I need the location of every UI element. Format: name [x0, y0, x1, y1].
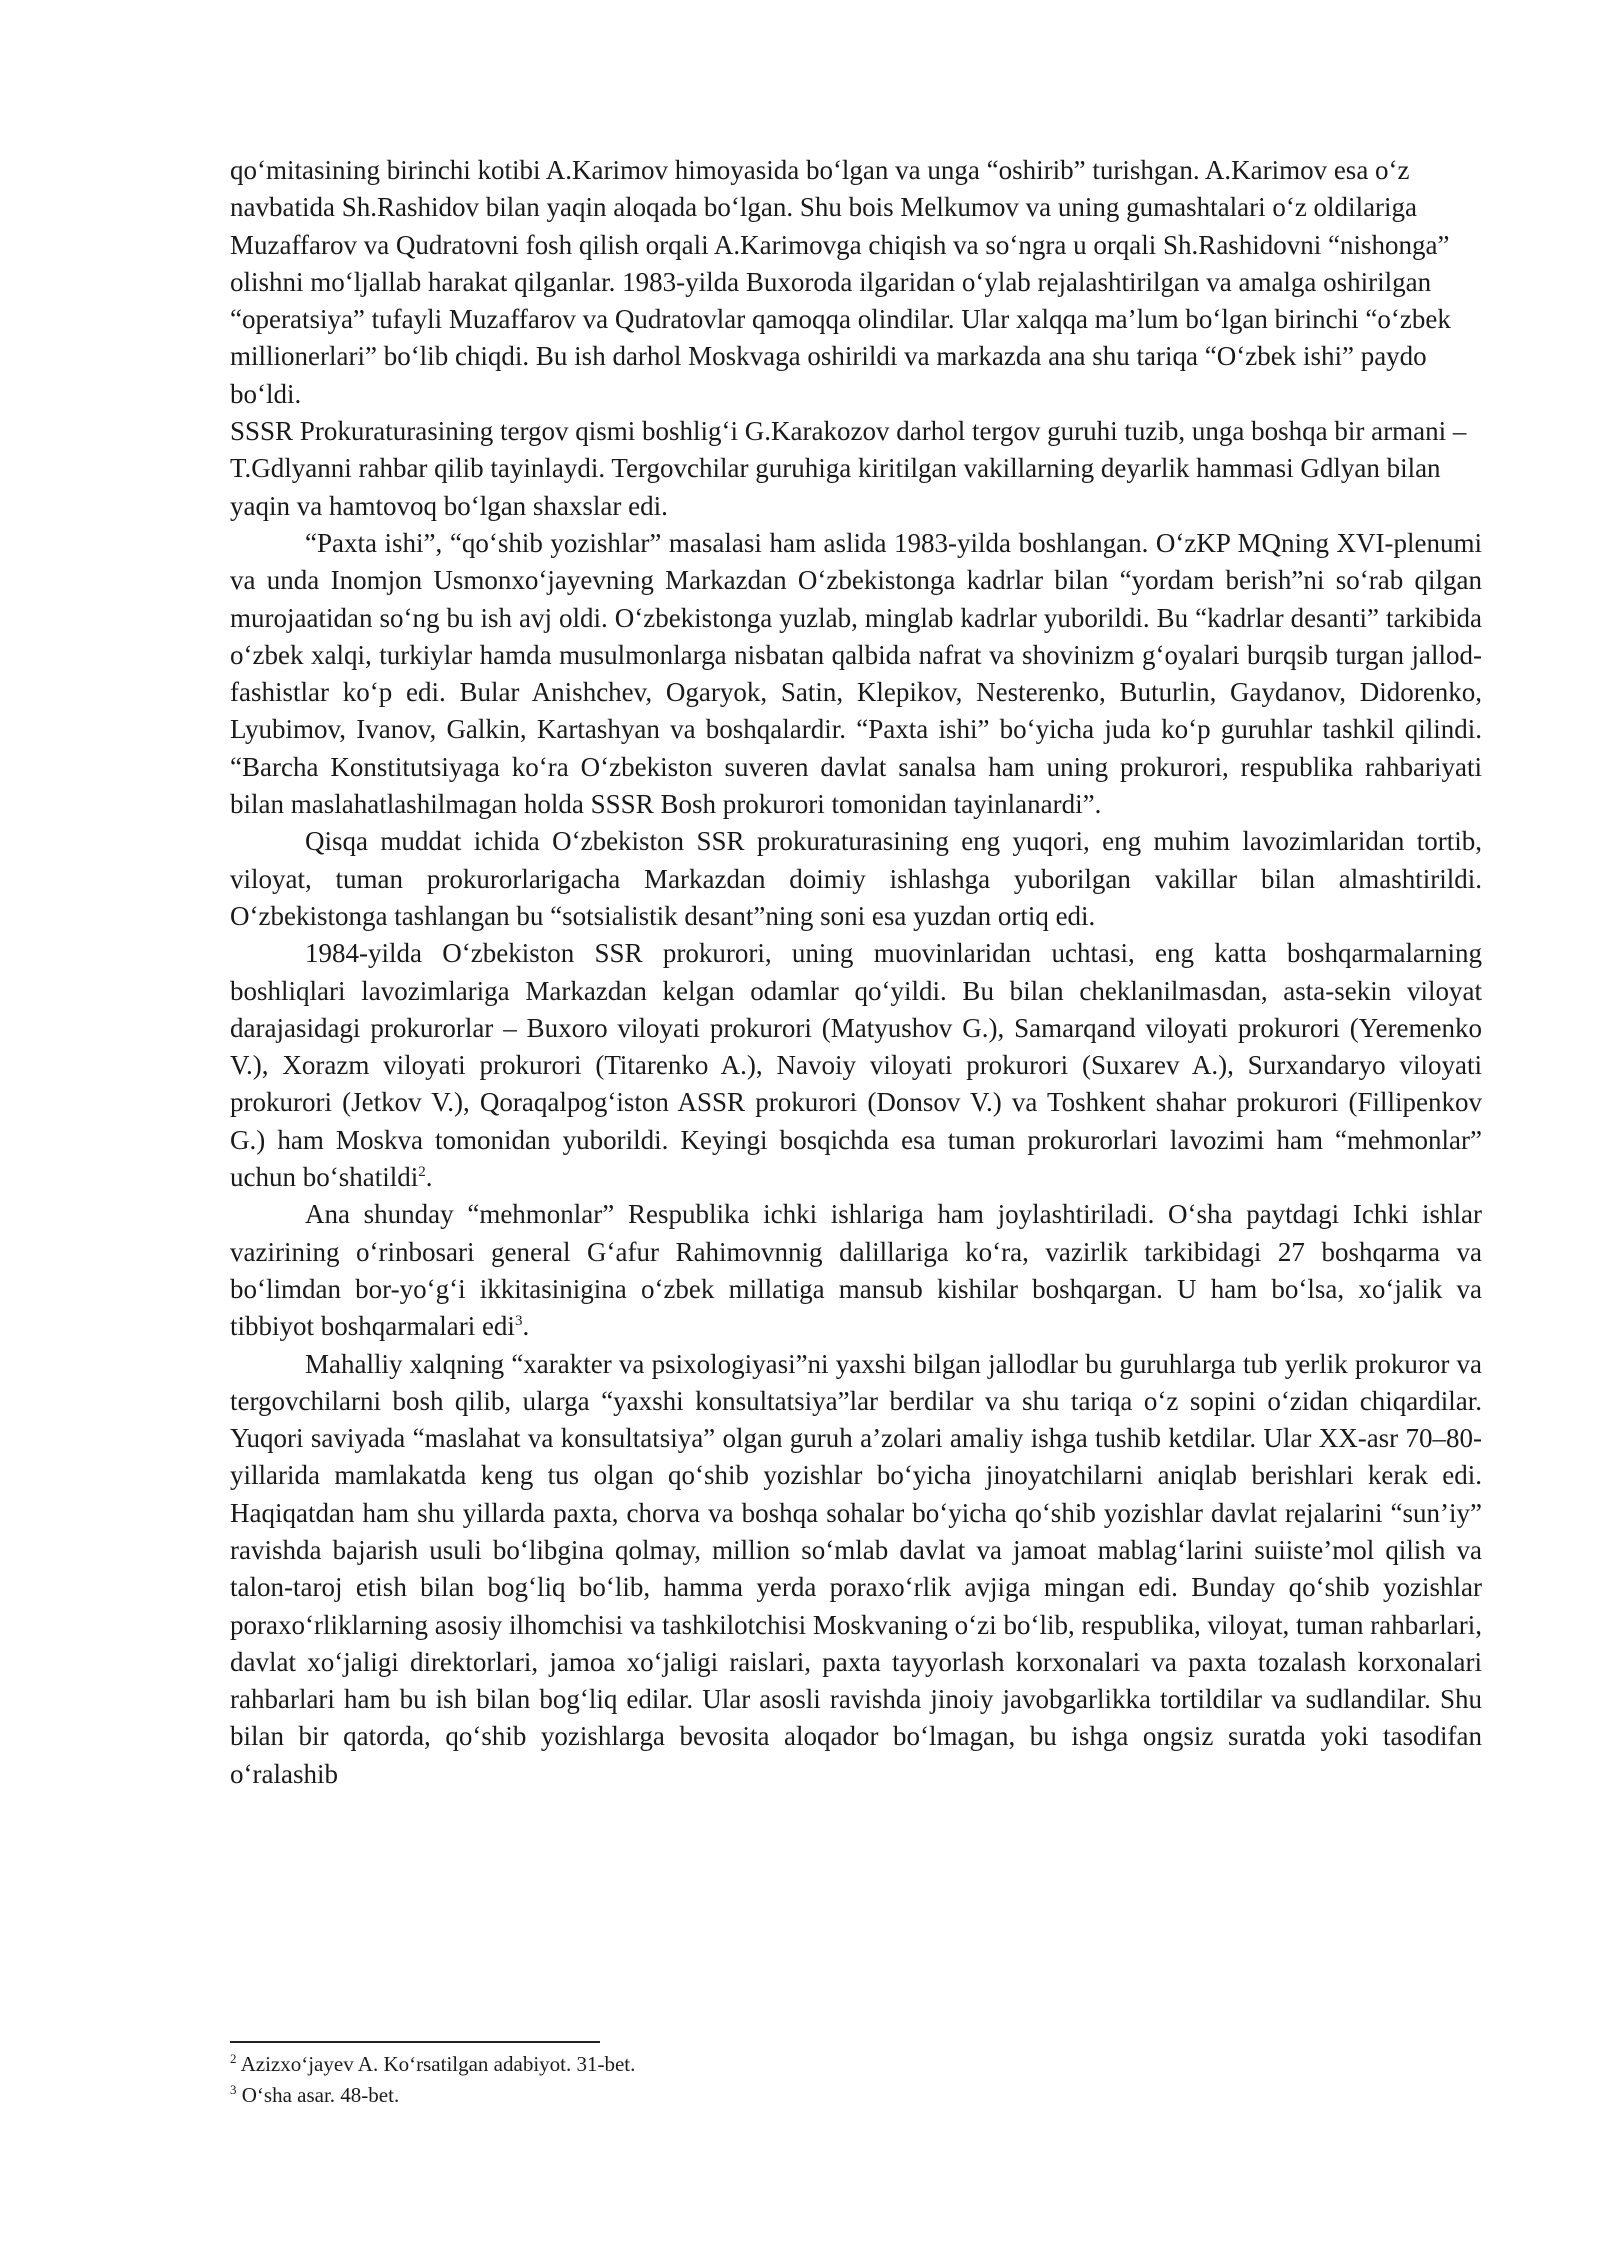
paragraph-6-text: Ana shunday “mehmonlar” Respublika ichki ishlariga ham joylashtiriladi. O‘sha paytdagi Ichki ishlar vazirining o‘rinbosari general G‘afur Rahimovnnig dalillariga ko‘ra, vazirlik tarkibidagi 27 boshqarma va bo‘limdan bor-yo‘g‘i ikkitasinigina o‘zbek millatiga mansub kishilar boshqargan. U ham bo‘lsa, xo‘jalik va tibbiyot boshqarmalari edi — [230, 1199, 1482, 1342]
footnote-divider — [230, 2041, 600, 2043]
paragraph-7: Mahalliy xalqning “xarakter va psixologiyasi”ni yaxshi bilgan jallodlar bu guruhlarga tub yerlik prokuror va tergovchilarni bosh qilib, ularga “yaxshi konsultatsiya”lar berdilar va shu tariqa o‘z sopini o‘zidan chiqardilar. Yuqori saviyada “maslahat va konsultatsiya” olgan guruh a’zolari amaliy ishga tushib ketdilar. Ular XX-asr 70–80-yillarida mamlakatda keng tus olgan qo‘shib yozishlar bo‘yicha jinoyatchilarni aniqlab berishlari kerak edi. Haqiqatdan ham shu yillarda paxta, chorva va boshqa sohalar bo‘yicha qo‘shib yozishlar davlat rejalarini “sun’iy” ravishda bajarish usuli bo‘libgina qolmay, million so‘mlab davlat va jamoat mablag‘larini suiiste’mol qilish va talon-taroj etish bilan bog‘liq bo‘lib, hamma yerda poraxo‘rlik avjiga mingan edi. Bunday qo‘shib yozishlar poraxo‘rliklarning asosiy ilhomchisi va tashkilotchisi Moskvaning o‘zi bo‘lib, respublika, viloyat, tuman rahbarlari, davlat xo‘jaligi direktorlari, jamoa xo‘jaligi raislari, paxta tayyorlash korxonalari va paxta tozalash korxonalari rahbarlari ham bu ish bilan bog‘liq edilar. Ular asosli ravishda jinoiy javobgarlikka tortildilar va sudlandilar. Shu bilan bir qatorda, qo‘shib yozishlarga bevosita aloqador bo‘lmagan, bu ishga ongsiz suratda yoki tasodifan o‘ralashib — [230, 1348, 1482, 1789]
paragraph-3: “Paxta ishi”, “qo‘shib yozishlar” masalasi ham aslida 1983-yilda boshlangan. O‘zKP MQning XVI-plenumi va unda Inomjon Usmonxo‘jayevning Markazdan O‘zbekistonga kadrlar bilan “yordam berish”ni so‘rab qilgan murojaatidan so‘ng bu ish avj oldi. O‘zbekistonga yuzlab, minglab kadrlar yuborildi. Bu “kadrlar desanti” tarkibida o‘zbek xalqi, turkiylar hamda musulmonlarga nisbatan qalbida nafrat va shovinizm g‘oyalari burqsib turgan jallod-fashistlar ko‘p edi. Bular Anishchev, Ogaryok, Satin, Klepikov, Nesterenko, Buturlin, Gaydanov, Didorenko, Lyubimov, Ivanov, Galkin, Kartashyan va boshqalardir. “Paxta ishi” bo‘yicha juda ko‘p guruhlar tashkil qilindi. “Barcha Konstitutsiyaga ko‘ra O‘zbekiston suveren davlat sanalsa ham uning prokurori, respublika rahbariyati bilan maslahatlashilmagan holda SSSR Bosh prokurori tomonidan tayinlanardi”. — [230, 527, 1482, 820]
paragraph-6: Ana shunday “mehmonlar” Respublika ichki ishlariga ham joylashtiriladi. O‘sha paytdagi Ichki ishlar vazirining o‘rinbosari general G‘afur Rahimovnnig dalillariga ko‘ra, vazirlik tarkibidagi 27 boshqarma va bo‘limdan bor-yo‘g‘i ikkitasinigina o‘zbek millatiga mansub kishilar boshqargan. U ham bo‘lsa, xo‘jalik va tibbiyot boshqarmalari edi$^3$. — [230, 1199, 1482, 1342]
paragraph-5-text: 1984-yilda O‘zbekiston SSR prokurori, uning muovinlaridan uchtasi, eng katta boshqarmalarning boshliqlari lavozimlariga Markazdan kelgan odamlar qo‘yildi. Bu bilan cheklanilmasdan, asta-sekin viloyat darajasidagi prokurorlar – Buxoro viloyati prokurori (Matyushov G.), Samarqand viloyati prokurori (Yeremenko V.), Xorazm viloyati prokurori (Titarenko A.), Navoiy viloyati prokurori (Suxarev A.), Surxandaryo viloyati prokurori (Jetkov V.), Qoraqalpog‘iston ASSR prokurori (Donsov V.) va Toshkent shahar prokurori (Fillipenkov G.) ham Moskva tomonidan yuborildi. Keyingi bosqichda esa tuman prokurorlari lavozimi ham “mehmonlar” uchun bo‘shatildi — [230, 938, 1482, 1193]
footnote-mark-2: 2 — [230, 2051, 237, 2066]
footnote-ref-3[interactable]: 3 — [514, 1313, 523, 1330]
footnote-3-text: O‘sha asar. 48-bet. — [236, 2083, 400, 2107]
footnote-3 — [230, 2080, 1230, 2111]
document-page — [230, 152, 1482, 1793]
footnotes — [230, 2049, 1230, 2111]
paragraph-1: qo‘mitasining birinchi kotibi A.Karimov himoyasida bo‘lgan va unga “oshirib” turishgan. A.Karimov esa o‘z navbatida Sh.Rashidov bilan yaqin aloqada bo‘lgan. Shu bois Melkumov va uning gumashtalari o‘z oldilariga Muzaffarov va Qudratovni fosh qilish orqali A.Karimovga chiqish va so‘ngra u orqali Sh.Rashidovni “nishonga” olishni mo‘ljallab harakat qilganlar. 1983-yilda Buxoroda ilgaridan o‘ylab rejalashtirilgan va amalga oshirilgan “operatsiya” tufayli Muzaffarov va Qudratovlar qamoqqa olindilar. Ular xalqqa ma’lum bo‘lgan birinchi “o‘zbek millionerlari” bo‘lib chiqdi. Bu ish darhol Moskvaga oshirildi va markazda ana shu tariqa “O‘zbek ishi” paydo bo‘ldi. — [230, 155, 1451, 409]
paragraph-4: Qisqa muddat ichida O‘zbekiston SSR prokuraturasining eng yuqori, eng muhim lavozimlaridan tortib, viloyat, tuman prokurorlarigacha Markazdan doimiy ishlashga yuborilgan vakillar bilan almashtirildi. O‘zbekistonga tashlangan bu “sotsialistik desant”ning soni esa yuzdan ortiq edi. — [230, 826, 1482, 931]
paragraph-2: SSSR Prokuraturasining tergov qismi boshlig‘i G.Karakozov darhol tergov guruhi tuzib, unga boshqa bir armani – T.Gdlyanni rahbar qilib tayinlaydi. Tergovchilar guruhiga kiritilgan vakillarning deyarlik hammasi Gdlyan bilan yaqin va hamtovoq bo‘lgan shaxslar edi. — [230, 416, 1467, 521]
footnote-2-text: Azizxo‘jayev A. Ko‘rsatilgan adabiyot. 31-bet. — [236, 2052, 636, 2076]
footnote-mark-3: 3 — [230, 2082, 237, 2097]
footnote-ref-2[interactable]: 2 — [418, 1164, 426, 1181]
paragraph-5: 1984-yilda O‘zbekiston SSR prokurori, uning muovinlaridan uchtasi, eng katta boshqarmalarning boshliqlari lavozimlariga Markazdan kelgan odamlar qo‘yildi. Bu bilan cheklanilmasdan, asta-sekin viloyat darajasidagi prokurorlar – Buxoro viloyati prokurori (Matyushov G.), Samarqand viloyati prokurori (Yeremenko V.), Xorazm viloyati prokurori (Titarenko A.), Navoiy viloyati prokurori (Suxarev A.), Surxandaryo viloyati prokurori (Jetkov V.), Qoraqalpog‘iston ASSR prokurori (Donsov V.) va Toshkent shahar prokurori (Fillipenkov G.) ham Moskva tomonidan yuborildi. Keyingi bosqichda esa tuman prokurorlari lavozimi ham “mehmonlar” uchun bo‘shatildi$^2$. — [230, 938, 1482, 1193]
footnote-2 — [230, 2049, 1230, 2080]
